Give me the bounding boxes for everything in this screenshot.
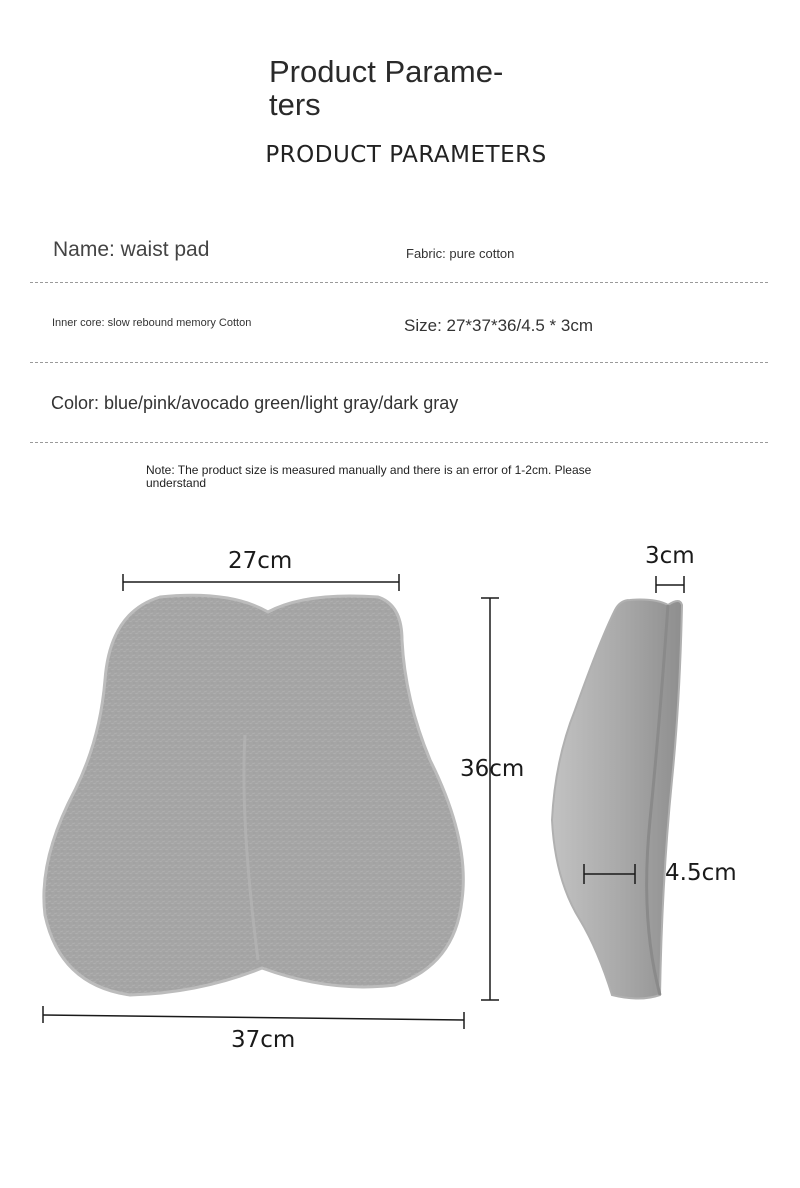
param-size: Size: 27*37*36/4.5 * 3cm [404, 316, 594, 335]
label-top-thickness: 3cm [645, 543, 695, 569]
dimension-bottom-width [43, 1006, 464, 1029]
dimension-height [481, 598, 499, 1000]
param-inner-core: Inner core: slow rebound memory Cotton [52, 317, 252, 329]
cushion-side-view [552, 600, 682, 999]
page-title: Product Parame- ters [269, 54, 504, 122]
label-bottom-width: 37cm [231, 1027, 296, 1053]
param-name: Name: waist pad [53, 238, 210, 261]
dimension-top-width [123, 574, 399, 591]
label-height: 36cm [460, 756, 525, 782]
label-top-width: 27cm [228, 548, 293, 574]
size-note: Note: The product size is measured manually and there is an error of 1-2cm. Please understand [146, 463, 592, 490]
page-subtitle: PRODUCT PARAMETERS [265, 142, 547, 168]
dimension-top-thickness [656, 576, 684, 593]
param-fabric: Fabric: pure cotton [406, 246, 515, 261]
label-mid-thickness: 4.5cm [665, 860, 737, 886]
param-color: Color: blue/pink/avocado green/light gray/dark gray [51, 393, 459, 413]
